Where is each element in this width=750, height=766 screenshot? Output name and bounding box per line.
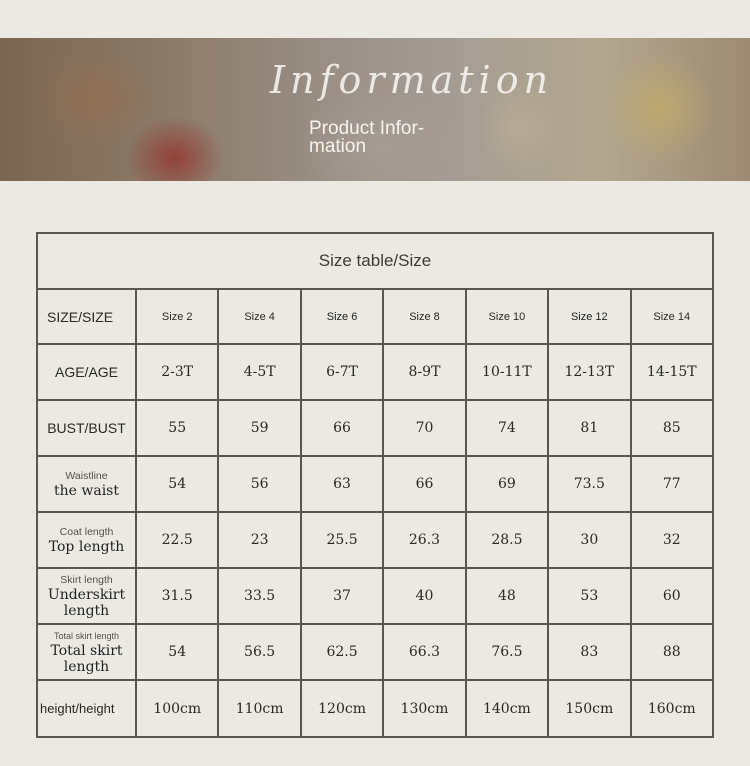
table-cell: 83 [548, 624, 630, 680]
table-cell: 74 [466, 400, 548, 456]
table-cell: 32 [631, 512, 713, 568]
table-cell: 48 [466, 568, 548, 624]
table-cell: 12-13T [548, 344, 630, 400]
header-size-cell: Size 6 [301, 289, 383, 344]
row-label-big: Top length [48, 538, 125, 555]
table-title: Size table/Size [37, 233, 713, 289]
table-cell: 100cm [136, 680, 218, 737]
table-cell: 81 [548, 400, 630, 456]
banner-title: Information [270, 58, 554, 102]
header-size-cell: Size 8 [383, 289, 465, 344]
row-label: AGE/AGE [37, 344, 136, 400]
table-cell: 150cm [548, 680, 630, 737]
table-cell: 76.5 [466, 624, 548, 680]
table-row [37, 568, 713, 624]
row-label [37, 456, 136, 512]
table-cell: 160cm [631, 680, 713, 737]
row-label-small: Skirt length [60, 573, 113, 586]
banner-subtitle [309, 120, 449, 156]
table-cell: 66 [301, 400, 383, 456]
table-row [37, 512, 713, 568]
row-label-big: the waist [54, 482, 119, 499]
table-cell: 120cm [301, 680, 383, 737]
row-label [37, 624, 136, 680]
table-cell: 28.5 [466, 512, 548, 568]
header-size-cell: Size 14 [631, 289, 713, 344]
table-header-row [37, 289, 713, 344]
row-label-big: Underskirt length [47, 586, 126, 619]
table-cell: 77 [631, 456, 713, 512]
table-cell: 2-3T [136, 344, 218, 400]
table-row [37, 680, 713, 737]
table-cell: 14-15T [631, 344, 713, 400]
row-label-small: Waistline [65, 469, 108, 482]
table-cell: 60 [631, 568, 713, 624]
table-cell: 130cm [383, 680, 465, 737]
table-title-row [37, 233, 713, 289]
table-cell: 56.5 [218, 624, 300, 680]
table-cell: 37 [301, 568, 383, 624]
row-label: BUST/BUST [37, 400, 136, 456]
table-cell: 6-7T [301, 344, 383, 400]
row-label [37, 568, 136, 624]
row-label-small: Total skirt length [53, 630, 120, 641]
table-cell: 140cm [466, 680, 548, 737]
table-row [37, 344, 713, 400]
table-cell: 53 [548, 568, 630, 624]
row-label [37, 512, 136, 568]
table-cell: 4-5T [218, 344, 300, 400]
table-cell: 23 [218, 512, 300, 568]
table-cell: 63 [301, 456, 383, 512]
table-cell: 85 [631, 400, 713, 456]
banner-subtitle-line2: mation [309, 136, 367, 157]
table-cell: 69 [466, 456, 548, 512]
table-row [37, 456, 713, 512]
table-cell: 70 [383, 400, 465, 456]
table-cell: 25.5 [301, 512, 383, 568]
table-cell: 110cm [218, 680, 300, 737]
size-table [36, 232, 714, 738]
table-cell: 55 [136, 400, 218, 456]
table-cell: 40 [383, 568, 465, 624]
table-cell: 73.5 [548, 456, 630, 512]
table-row [37, 400, 713, 456]
table-cell: 22.5 [136, 512, 218, 568]
table-cell: 66.3 [383, 624, 465, 680]
header-size-cell: Size 4 [218, 289, 300, 344]
table-cell: 33.5 [218, 568, 300, 624]
header-size-cell: Size 10 [466, 289, 548, 344]
row-label: height/height [37, 680, 136, 737]
table-cell: 56 [218, 456, 300, 512]
table-cell: 66 [383, 456, 465, 512]
table-cell: 10-11T [466, 344, 548, 400]
row-label-small: Coat length [59, 525, 114, 538]
header-size-cell: Size 2 [136, 289, 218, 344]
table-row [37, 624, 713, 680]
row-label-big: Total skirt length [50, 642, 123, 675]
table-cell: 54 [136, 624, 218, 680]
table-cell: 62.5 [301, 624, 383, 680]
table-cell: 8-9T [383, 344, 465, 400]
banner-subtitle-line1: Product Infor- [309, 118, 425, 139]
header-size-label: SIZE/SIZE [37, 289, 136, 344]
table-cell: 30 [548, 512, 630, 568]
table-cell: 88 [631, 624, 713, 680]
table-cell: 59 [218, 400, 300, 456]
table-cell: 31.5 [136, 568, 218, 624]
table-cell: 54 [136, 456, 218, 512]
header-banner [0, 38, 750, 181]
header-size-cell: Size 12 [548, 289, 630, 344]
table-cell: 26.3 [383, 512, 465, 568]
